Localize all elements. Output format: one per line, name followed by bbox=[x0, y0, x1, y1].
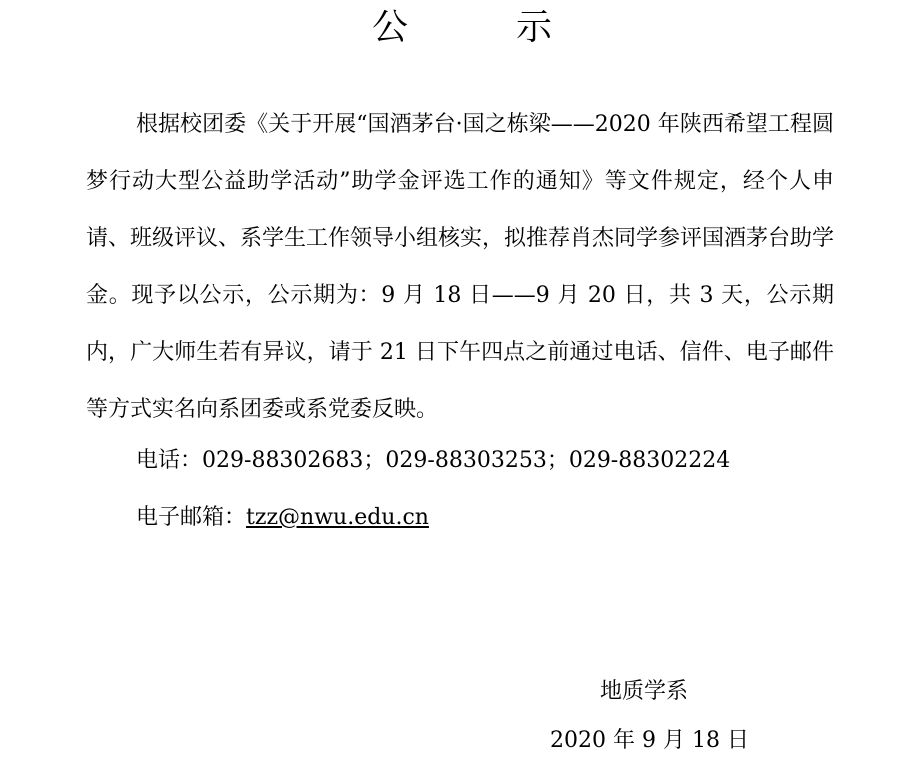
notice-title: 公 示 bbox=[371, 7, 588, 48]
phone-line bbox=[136, 432, 730, 489]
email-label: 电子邮箱： bbox=[136, 505, 247, 530]
email-line bbox=[136, 489, 429, 546]
notice-date: 2020 年 9 月 18 日 bbox=[550, 728, 749, 753]
email-link[interactable]: tzz@nwu.edu.cn bbox=[246, 505, 429, 530]
department-signature: 地质学系 bbox=[600, 679, 689, 704]
phone-numbers: 029-88302683；029-88303253；029-88302224 bbox=[202, 448, 731, 473]
notice-paragraph: 根据校团委《关于开展“国酒茅台·国之栋梁——2020 年陕西希望工程圆梦行动大型公益助学活动”助学金评选工作的通知》等文件规定，经个人申请、班级评议、系学生工作领导小组核实，拟推荐肖杰同学参评国酒茅台助学金。现予以公示，公示期为：9 月 18 日——9 月 20 日，共 3 天，公示期内，广大师生若有异议，请于 21 日下午四点之前通过电话、信件、电子邮件等方式实名向系团委或系党委反映。 bbox=[86, 112, 835, 422]
phone-label: 电话： bbox=[136, 448, 203, 473]
